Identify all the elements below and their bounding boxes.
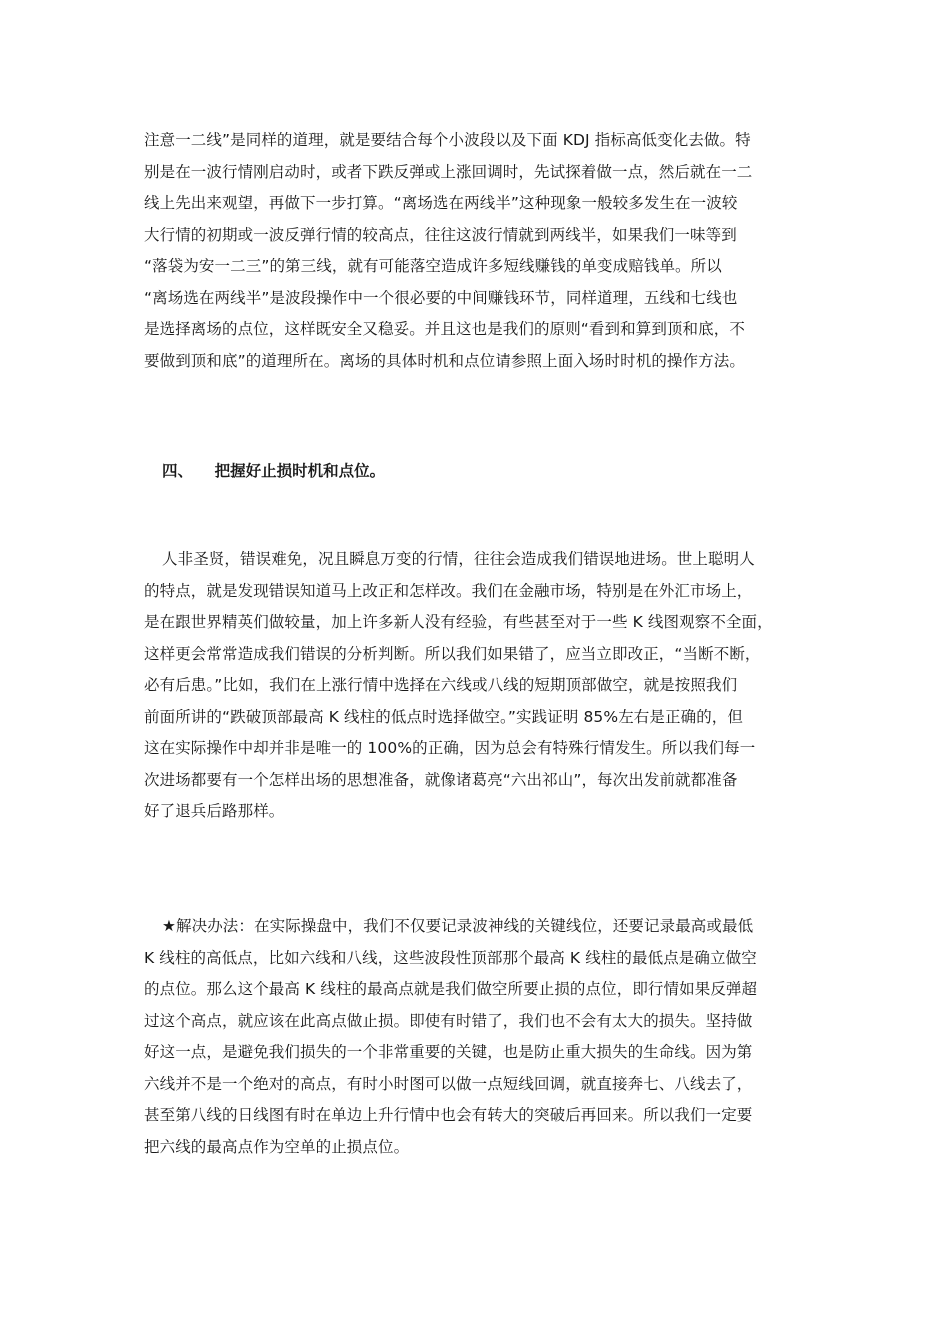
paragraph-line: 别是在一波行情刚启动时，或者下跌反弹或上涨回调时，先试探着做一点，然后就在一二 (144, 162, 753, 181)
paragraph-line: “离场选在两线半”是波段操作中一个很必要的中间赚钱环节，同样道理，五线和七线也 (144, 288, 738, 307)
paragraph-line: 是选择离场的点位，这样既安全又稳妥。并且这也是我们的原则“看到和算到顶和底，不 (144, 320, 745, 338)
paragraph-line: ★解决办法：在实际操盘中，我们不仅要记录波神线的关键线位，还要记录最高或最低 (162, 917, 754, 935)
paragraph-line: K 线柱的高低点，比如六线和八线，这些波段性顶部那个最高 K 线柱的最低点是确立做空 (144, 948, 757, 967)
paragraph-line: “落袋为安一二三”的第三线，就有可能落空造成许多短线赚钱的单变成赔钱单。所以 (144, 257, 722, 275)
paragraph-line: 注意一二线”是同样的道理，就是要结合每个小波段以及下面 KDJ 指标高低变化去做。特 (144, 131, 751, 149)
paragraph-1 (144, 125, 812, 377)
paragraph-line: 要做到顶和底”的道理所在。离场的具体时机和点位请参照上面入场时时机的操作方法。 (144, 351, 745, 370)
paragraph-line: 这在实际操作中却并非是唯一的 100%的正确，因为总会有特殊行情发生。所以我们每一 (144, 739, 756, 757)
paragraph-line: 的点位。那么这个最高 K 线柱的最高点就是我们做空所要止损的点位，即行情如果反弹超 (144, 980, 758, 998)
paragraph-line: 大行情的初期或一波反弹行情的较高点，往往这波行情就到两线半，如果我们一味等到 (144, 225, 737, 244)
paragraph-line: 必有后患。”比如，我们在上涨行情中选择在六线或八线的短期顶部做空，就是按照我们 (144, 676, 738, 694)
paragraph-3 (144, 911, 812, 1163)
paragraph-line: 甚至第八线的日线图有时在单边上升行情中也会有转大的突破后再回来。所以我们一定要 (144, 1106, 753, 1124)
paragraph-line: 人非圣贤，错误难免，况且瞬息万变的行情，往往会造成我们错误地进场。世上聪明人 (162, 550, 755, 568)
paragraph-2 (144, 544, 812, 828)
paragraph-line: 过这个高点，就应该在此高点做止损。即使有时错了，我们也不会有太大的损失。坚持做 (144, 1011, 753, 1030)
paragraph-line: 次进场都要有一个怎样出场的思想准备，就像诸葛亮“六出祁山”，每次出发前就都准备 (144, 770, 738, 789)
paragraph-line: 是在跟世界精英们做较量，加上许多新人没有经验，有些甚至对于一些 K 线图观察不全面， (144, 613, 773, 631)
paragraph-line: 好了退兵后路那样。 (144, 802, 285, 820)
paragraph-line: 六线并不是一个绝对的高点，有时小时图可以做一点短线回调，就直接奔七、八线去了， (144, 1074, 753, 1093)
paragraph-line: 的特点，就是发现错误知道马上改正和怎样改。我们在金融市场，特别是在外汇市场上， (144, 581, 753, 600)
paragraph-line: 这样更会常常造成我们错误的分析判断。所以我们如果错了，应当立即改正，“当断不断， (144, 644, 761, 663)
paragraph-line: 前面所讲的“跌破顶部最高 K 线柱的低点时选择做空。”实践证明 85%左右是正确的，但 (144, 707, 744, 726)
paragraph-line: 把六线的最高点作为空单的止损点位。 (144, 1137, 410, 1156)
section-title: 把握好止损时机和点位。 (214, 462, 386, 480)
paragraph-line: 好这一点，是避免我们损失的一个非常重要的关键，也是防止重大损失的生命线。因为第 (144, 1043, 753, 1061)
paragraph-line: 线上先出来观望，再做下一步打算。“离场选在两线半”这种现象一般较多发生在一波较 (144, 194, 738, 212)
section-heading (162, 456, 385, 488)
section-number: 四、 (162, 462, 194, 480)
